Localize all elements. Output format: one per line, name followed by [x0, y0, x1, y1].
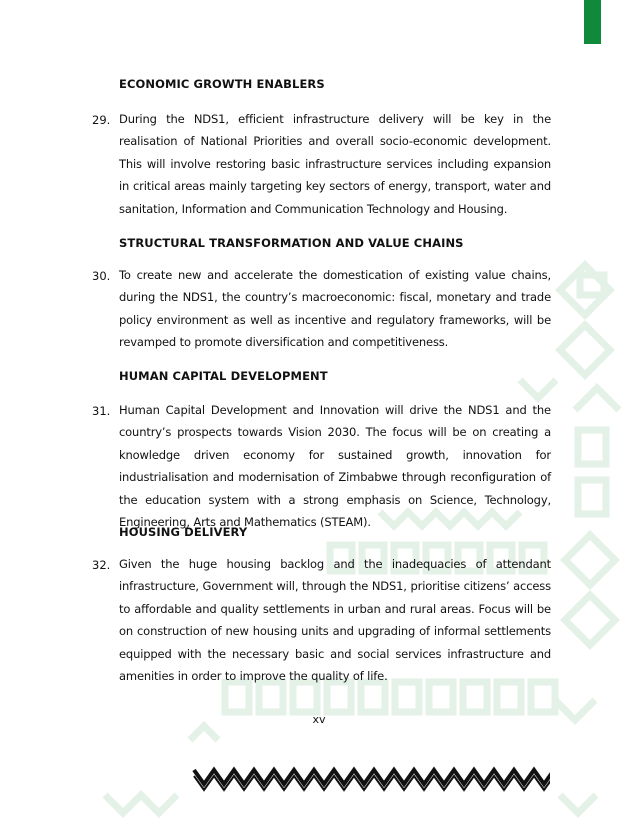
page-number: xv	[312, 713, 326, 726]
paragraph-text: During the NDS1, efficient infrastructure delivery will be key in the realisation of National Priorities and overall socio-economic development. This will involve restoring basic infrastructure services including expansion in critical areas mainly targeting key sectors of energy, transport, water and sanitation, Information and Communication Technology and Housing.	[119, 112, 551, 216]
zigzag-border-icon	[190, 762, 550, 792]
paragraph-number: 30.	[92, 269, 111, 283]
paragraph-text: To create new and accelerate the domestication of existing value chains, during the NDS1, the country’s macroeconomic: fiscal, monetary and trade policy environment as well as incentive and regulatory frameworks, will be revamped to promote diversification and competitiveness.	[119, 268, 551, 350]
paragraph-text: Human Capital Development and Innovation will drive the NDS1 and the country’s prospects towards Vision 2030. The focus will be on creating a knowledge driven economy for sustained growth, innovation for industrialisation and modernisation of Zimbabwe through reconfiguration of the education system with a strong emphasis on Science, Technology, Engineering, Arts and Mathematics (STEAM).	[119, 403, 551, 530]
paragraph-number: 31.	[92, 404, 111, 418]
section-heading: ECONOMIC GROWTH ENABLERS	[119, 77, 325, 91]
section-heading: HOUSING DELIVERY	[119, 525, 248, 539]
paragraph-number: 29.	[92, 113, 111, 127]
section-heading: HUMAN CAPITAL DEVELOPMENT	[119, 369, 328, 383]
paragraph-number: 32.	[92, 558, 111, 572]
section-heading: STRUCTURAL TRANSFORMATION AND VALUE CHAINS	[119, 236, 464, 250]
paragraph-text: Given the huge housing backlog and the inadequacies of attendant infrastructure, Government will, through the NDS1, prioritise citizens’ access to affordable and quality settlements in urban and rural areas. Focus will be on construction of new housing units and upgrading of informal settlements equipped with the necessary basic and social services infrastructure and amenities in order to improve the quality of life.	[119, 557, 551, 684]
